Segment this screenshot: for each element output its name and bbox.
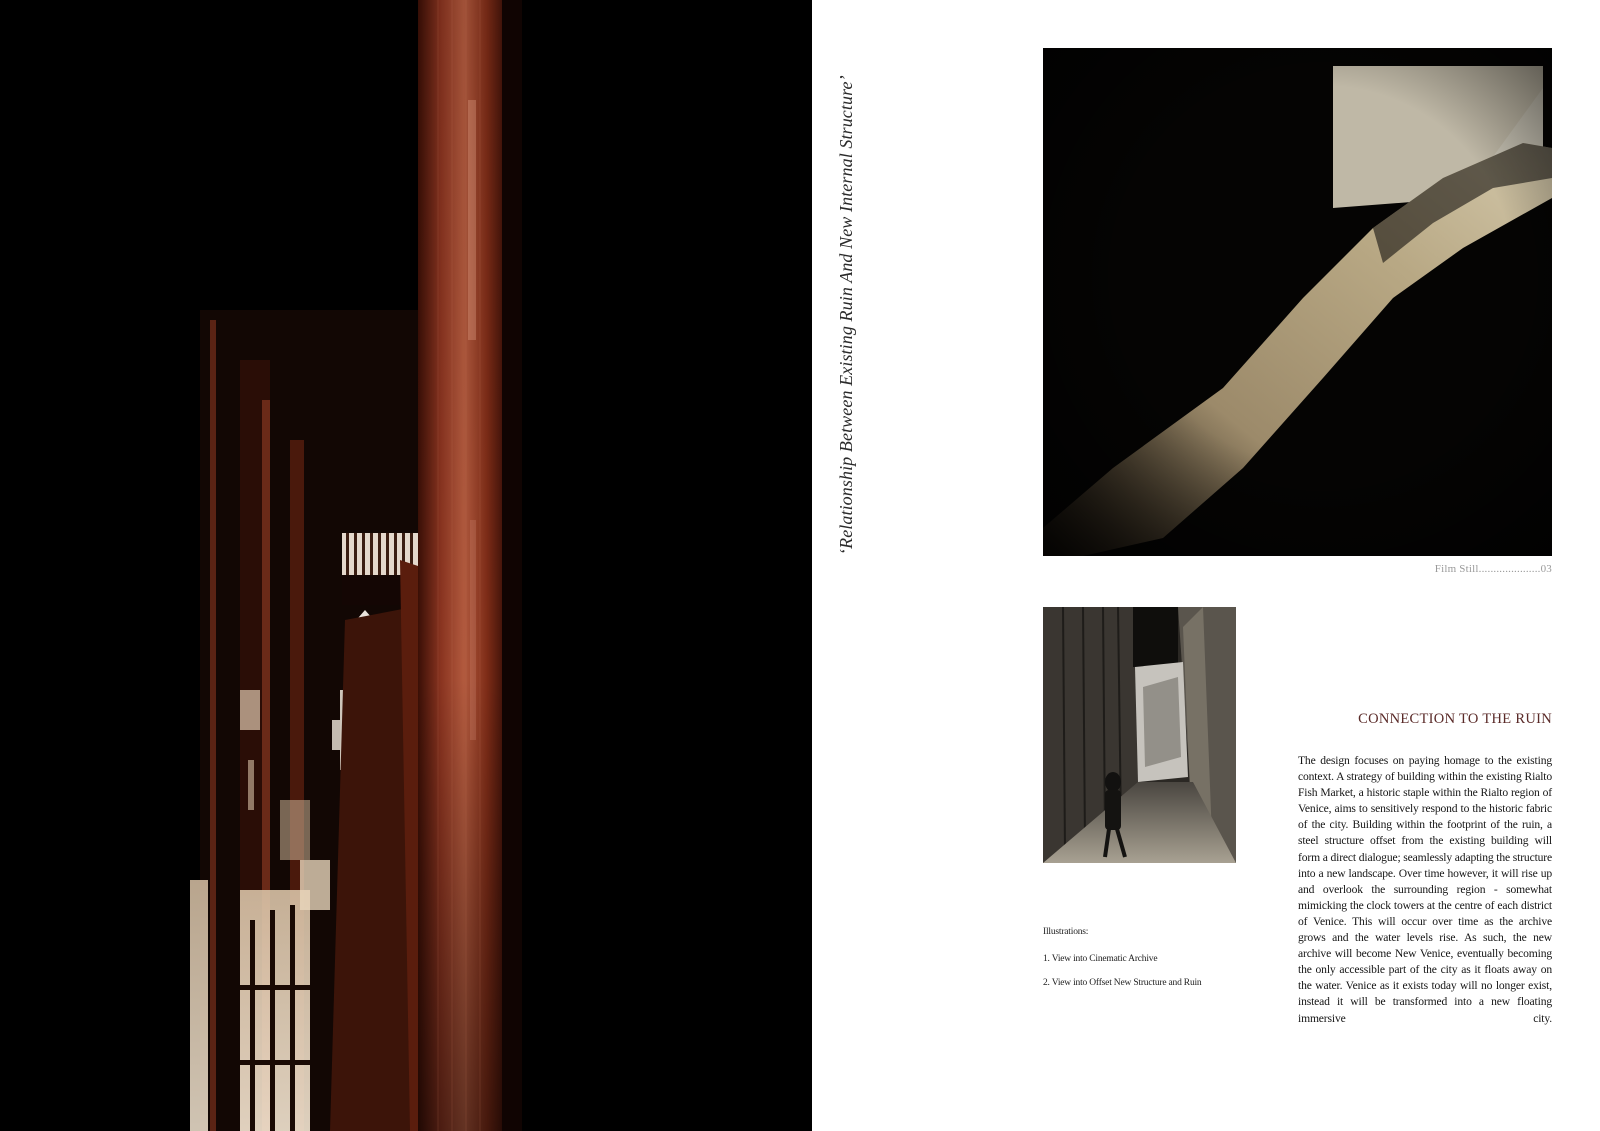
illustrations-heading: Illustrations: [1043, 927, 1089, 937]
body-paragraph: The design focuses on paying homage to the existing context. A strategy of building within the existing Rialto Fish Market, a historic staple within the Rialto region of Venice, aims to sensitively respond to the historic fabric of the city. Building within the footprint of the ruin, a steel structure offset from the existing building will form a direct dialogue; seamlessly adapting the structure into a new landscape. Over time however, it will rise up and overlook the surrounding region - somewhat mimicking the clock towers at the centre of each district of Venice. This will occur over time as the archive grows and the water levels rise. As such, the new archive will become New Venice, eventually becoming the only accessible part of the city as it floats away on the water. Venice as it exists today will no longer exist, instead it will be transformed into a new floating immersive city. [1298, 754, 1552, 1025]
film-still-caption: Film Still.....................03 [1434, 563, 1552, 575]
illustration-item: 1. View into Cinematic Archive [1043, 954, 1158, 964]
vertical-title-text: ‘Relationship Between Existing Ruin And New Internal Structure’ [836, 75, 856, 555]
section-heading: CONNECTION TO THE RUIN [1358, 711, 1552, 727]
corridor-photo-small [1043, 607, 1236, 863]
illustrations-list [1043, 927, 1223, 1002]
illustration-item: 2. View into Offset New Structure and Ruin [1043, 978, 1202, 988]
film-still-image [1043, 48, 1552, 556]
